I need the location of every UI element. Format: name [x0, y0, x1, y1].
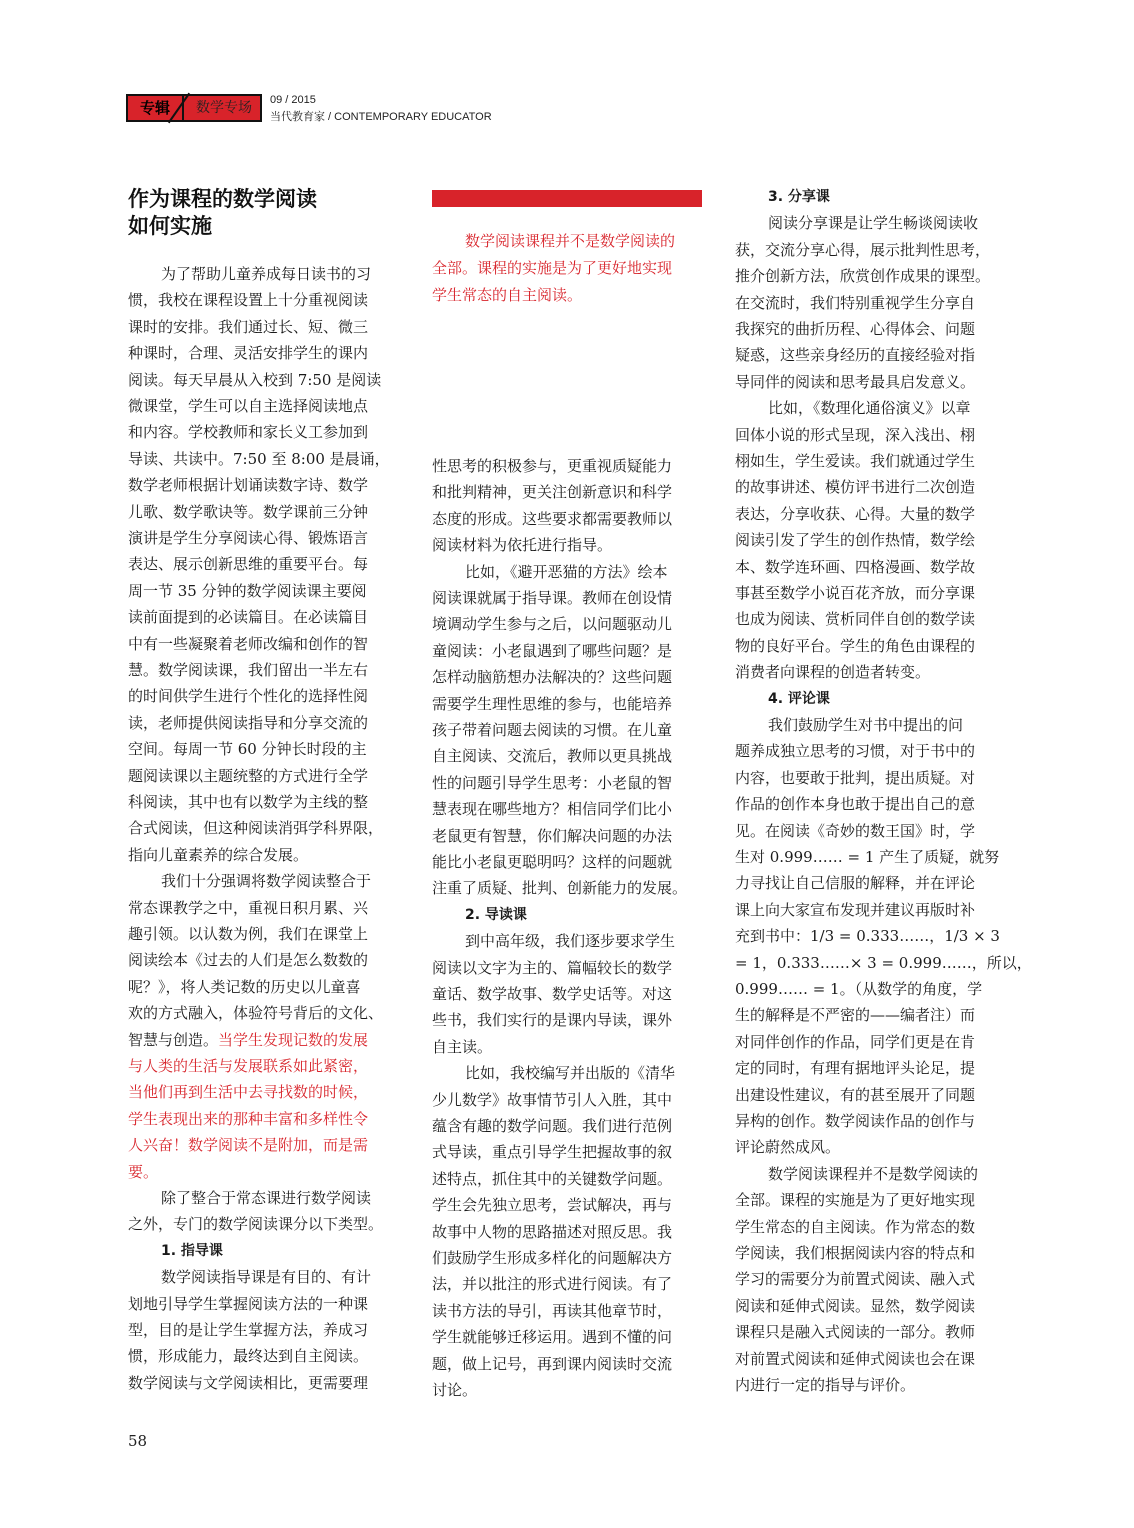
- text-line: 故事中人物的思路描述对照反思。我: [432, 1222, 673, 1241]
- text-line: 为了帮助儿童养成每日读书的习: [161, 265, 372, 283]
- text-line: 生的解释是不严密的——编者注）而: [735, 1006, 976, 1025]
- text-line: 微课堂，学生可以自主选择阅读地点: [128, 397, 369, 415]
- text-line: 阅读课就属于指导课。教师在创设情: [432, 589, 673, 607]
- text-line: 科阅读，其中也有以数学为主线的整: [128, 793, 369, 811]
- text-line: 也成为阅读、赏析同伴自创的数学读: [735, 610, 976, 629]
- text-line: 怎样动脑筋想办法解决的？这些问题: [432, 668, 673, 687]
- text-line: 儿歌、数学歌诀等。数学课前三分钟: [128, 502, 369, 521]
- text-line: 指向儿童素养的综合发展。: [128, 845, 309, 864]
- text-line: 式导读，重点引导学生把握故事的叙: [432, 1143, 673, 1162]
- text-line: 比如，《数理化通俗演义》以章: [768, 399, 971, 418]
- pull-quote-line: 学生常态的自主阅读。: [432, 286, 583, 304]
- text-line: 数学阅读课程并不是数学阅读的: [768, 1164, 979, 1183]
- text-line: 疑惑，这些亲身经历的直接经验对指: [735, 346, 976, 365]
- text-line: 与人类的生活与发展联系如此紧密，: [128, 1057, 369, 1075]
- text-line: 课时的安排。我们通过长、短、微三: [128, 317, 369, 336]
- text-segment: 智慧与创造。: [128, 1030, 219, 1049]
- text-line: 阅读。每天早晨从入校到 7:50 是阅读: [128, 370, 382, 389]
- text-line: 要。: [128, 1162, 159, 1181]
- text-line: 充到书中：1/3 = 0.333……，1/3 × 3: [735, 927, 1000, 946]
- text-line: 题阅读课以主题统整的方式进行全学: [128, 766, 369, 785]
- text-line: 到中高年级，我们逐步要求学生: [465, 932, 676, 951]
- text-line: [128, 1027, 368, 1053]
- text-line: 课上向大家宣布发现并建议再版时补: [735, 900, 976, 919]
- text-line: 异构的创作。数学阅读作品的创作与: [735, 1112, 976, 1130]
- pull-quote-bar: [432, 190, 702, 207]
- section-tag: 专辑: [126, 94, 184, 122]
- text-line: 童话、数学故事、数学史话等。对这: [432, 985, 673, 1003]
- text-line: 学生就能够迁移运用。遇到不懂的问: [432, 1328, 673, 1347]
- text-line: 栩如生，学生爱读。我们就通过学生: [735, 452, 976, 470]
- text-line: 读书方法的导引，再读其他章节时，: [432, 1301, 673, 1320]
- text-line: 读，老师提供阅读指导和分享交流的: [128, 713, 369, 732]
- text-line: 消费者向课程的创造者转变。: [735, 663, 931, 682]
- text-line: 除了整合于常态课进行数学阅读: [161, 1189, 372, 1207]
- text-line: 性思考的积极参与，更重视质疑能力: [432, 457, 673, 475]
- text-line: 题，做上记号，再到课内阅读时交流: [432, 1354, 673, 1373]
- text-line: 自主阅读、交流后，教师以更具挑战: [432, 747, 673, 766]
- text-line: 0.999…… = 1。（从数学的角度，学: [735, 980, 983, 998]
- text-line: 数学老师根据计划诵读数字诗、数学: [128, 476, 369, 495]
- text-line: 回体小说的形式呈现，深入浅出、栩: [735, 425, 976, 444]
- text-line: 对前置式阅读和延伸式阅读也会在课: [735, 1349, 976, 1368]
- text-line: 种课时，合理、灵活安排学生的课内: [128, 344, 369, 363]
- text-line: 生对 0.999…… = 1 产生了质疑，就努: [735, 848, 1000, 866]
- publication-label: 当代教育家 / CONTEMPORARY EDUCATOR: [270, 111, 492, 123]
- text-line: 老鼠更有智慧，你们解决问题的办法: [432, 826, 673, 845]
- text-line: 全部。课程的实施是为了更好地实现: [735, 1191, 976, 1210]
- text-line: = 1，0.333……× 3 = 0.999……，所以，: [735, 953, 1032, 972]
- text-line: 我探究的曲折历程、心得体会、问题: [735, 320, 976, 338]
- text-line: 数学阅读与文学阅读相比，更需要理: [128, 1373, 369, 1392]
- issue-label: 09 / 2015: [270, 94, 316, 106]
- text-line: 慧。数学阅读课，我们留出一半左右: [128, 661, 369, 679]
- text-line: 们鼓励学生形成多样化的问题解决方: [432, 1249, 673, 1267]
- text-line: 内进行一定的指导与评价。: [735, 1376, 916, 1394]
- pull-quote-line: 数学阅读课程并不是数学阅读的: [465, 232, 676, 250]
- text-line: 慧表现在哪些地方？相信同学们比小: [432, 800, 673, 819]
- text-line: 推介创新方法，欣赏创作成果的课型。: [735, 267, 991, 286]
- text-line: 法，并以批注的形式进行阅读。有了: [432, 1275, 673, 1294]
- text-line: 当他们再到生活中去寻找数的时候，: [128, 1083, 369, 1102]
- text-line: 导读、共读中。7:50 至 8:00 是晨诵，: [128, 449, 390, 468]
- text-line: 内容，也要敢于批判，提出质疑。对: [735, 768, 976, 787]
- text-line: 讨论。: [432, 1381, 478, 1399]
- text-line: 合式阅读，但这种阅读消弭学科界限，: [128, 819, 384, 838]
- text-line: 自主读。: [432, 1037, 493, 1056]
- text-line: 物的良好平台。学生的角色由课程的: [735, 636, 976, 655]
- text-line: 阅读分享课是让学生畅谈阅读收: [768, 214, 979, 233]
- text-line: 阅读绘本《过去的人们是怎么数数的: [128, 951, 369, 970]
- text-line: 4. 评论课: [768, 690, 830, 707]
- text-line: 事甚至数学小说百花齐放，而分享课: [735, 584, 976, 602]
- text-line: 比如，《避开恶猫的方法》绘本: [465, 562, 668, 581]
- text-line: 人兴奋！数学阅读不是附加，而是需: [128, 1136, 369, 1155]
- text-line: 孩子带着问题去阅读的习惯。在儿童: [432, 721, 673, 739]
- text-line: 学阅读，我们根据阅读内容的特点和: [735, 1244, 976, 1262]
- text-line: 评论蔚然成风。: [735, 1138, 841, 1157]
- title-line: 作为课程的数学阅读: [128, 187, 317, 211]
- text-line: 注重了质疑、批判、创新能力的发展。: [432, 879, 688, 898]
- text-line: 学生表现出来的那种丰富和多样性令: [128, 1109, 369, 1128]
- text-line: 导同伴的阅读和思考最具启发意义。: [735, 372, 976, 391]
- text-line: 定的同时，有理有据地评头论足，提: [735, 1059, 976, 1078]
- text-line: 需要学生理性思维的参与，也能培养: [432, 694, 673, 713]
- text-line: 力寻找让自己信服的解释，并在评论: [735, 874, 976, 893]
- topic-tag: 数学专场: [182, 94, 262, 122]
- text-line: 获，交流分享心得，展示批判性思考，: [735, 240, 991, 259]
- text-line: 演讲是学生分享阅读心得、锻炼语言: [128, 529, 369, 547]
- page-number: 58: [128, 1432, 148, 1450]
- text-line: 的时间供学生进行个性化的选择性阅: [128, 687, 369, 706]
- text-line: 惯，形成能力，最终达到自主阅读。: [128, 1347, 369, 1366]
- text-line: 空间。每周一节 60 分钟长时段的主: [128, 740, 367, 759]
- text-line: 常态课教学之中，重视日积月累、兴: [128, 898, 369, 917]
- text-line: 出建设性建议，有的甚至展开了同题: [735, 1085, 976, 1104]
- text-line: 学习的需要分为前置式阅读、融入式: [735, 1270, 976, 1289]
- text-line: 1. 指导课: [161, 1242, 223, 1259]
- text-line: 表达，分享收获、心得。大量的数学: [735, 504, 976, 523]
- highlight-segment: 当学生发现记数的发展: [218, 1030, 369, 1049]
- text-line: 表达、展示创新思维的重要平台。每: [128, 555, 369, 574]
- text-line: 阅读和延伸式阅读。显然，数学阅读: [735, 1296, 976, 1315]
- text-line: 中有一些凝聚着老师改编和创作的智: [128, 634, 369, 653]
- text-line: 阅读引发了学生的创作热情，数学绘: [735, 531, 976, 550]
- text-line: 阅读以文字为主的、篇幅较长的数学: [432, 958, 673, 977]
- text-line: 课程只是融入式阅读的一部分。教师: [735, 1323, 976, 1342]
- text-line: 述特点，抓住其中的关键数学问题。: [432, 1169, 673, 1188]
- text-line: 2. 导读课: [465, 906, 527, 923]
- text-line: 境调动学生参与之后，以问题驱动儿: [432, 615, 673, 634]
- text-line: 划地引导学生掌握阅读方法的一种课: [128, 1294, 369, 1313]
- text-line: 少儿数学》故事情节引人入胜，其中: [432, 1090, 673, 1109]
- text-line: 比如，我校编写并出版的《清华: [465, 1064, 676, 1083]
- text-line: 型，目的是让学生掌握方法，养成习: [128, 1321, 369, 1339]
- text-line: 周一节 35 分钟的数学阅读课主要阅: [128, 581, 367, 600]
- text-line: 性的问题引导学生思考：小老鼠的智: [432, 773, 673, 792]
- text-line: 惯，我校在课程设置上十分重视阅读: [128, 291, 369, 310]
- text-line: 的故事讲述、模仿评书进行二次创造: [735, 478, 976, 497]
- text-line: 童阅读：小老鼠遇到了哪些问题？是: [432, 641, 673, 660]
- text-line: 3. 分享课: [768, 189, 830, 205]
- text-line: 能比小老鼠更聪明吗？这样的问题就: [432, 853, 673, 871]
- text-line: 学生会先独立思考，尝试解决，再与: [432, 1196, 673, 1215]
- text-line: 和批判精神，更关注创新意识和科学: [432, 483, 673, 502]
- text-line: 读前面提到的必读篇目。在必读篇目: [128, 608, 369, 627]
- text-line: 对同伴创作的作品，同学们更是在肯: [735, 1032, 976, 1051]
- text-line: 学生常态的自主阅读。作为常态的数: [735, 1217, 976, 1236]
- text-line: 态度的形成。这些要求都需要教师以: [432, 509, 673, 528]
- text-line: 之外，专门的数学阅读课分以下类型。: [128, 1215, 384, 1234]
- title-line: 如何实施: [128, 214, 212, 238]
- text-line: 趣引领。以认数为例，我们在课堂上: [128, 925, 369, 943]
- article-title: [128, 186, 398, 240]
- text-line: 数学阅读指导课是有目的、有计: [161, 1268, 372, 1287]
- text-line: 我们十分强调将数学阅读整合于: [161, 872, 372, 891]
- text-line: 些书，我们实行的是课内导读，课外: [432, 1011, 673, 1030]
- text-line: 题养成独立思考的习惯，对于书中的: [735, 742, 976, 761]
- text-line: 欢的方式融入，体验符号背后的文化、: [128, 1004, 384, 1023]
- text-line: 见。在阅读《奇妙的数王国》时，学: [735, 821, 976, 840]
- text-line: 阅读材料为依托进行指导。: [432, 536, 613, 555]
- pull-quote-line: 全部。课程的实施是为了更好地实现: [432, 259, 673, 277]
- text-line: 和内容。学校教师和家长义工参加到: [128, 423, 369, 442]
- text-line: 作品的创作本身也敢于提出自己的意: [735, 795, 976, 814]
- text-line: 呢？》，将人类记数的历史以儿童喜: [128, 977, 361, 996]
- text-line: 蕴含有趣的数学问题。我们进行范例: [432, 1117, 673, 1135]
- text-line: 我们鼓励学生对书中提出的问: [768, 716, 964, 734]
- text-line: 本、数学连环画、四格漫画、数学故: [735, 557, 976, 576]
- text-line: 在交流时，我们特别重视学生分享自: [735, 293, 976, 312]
